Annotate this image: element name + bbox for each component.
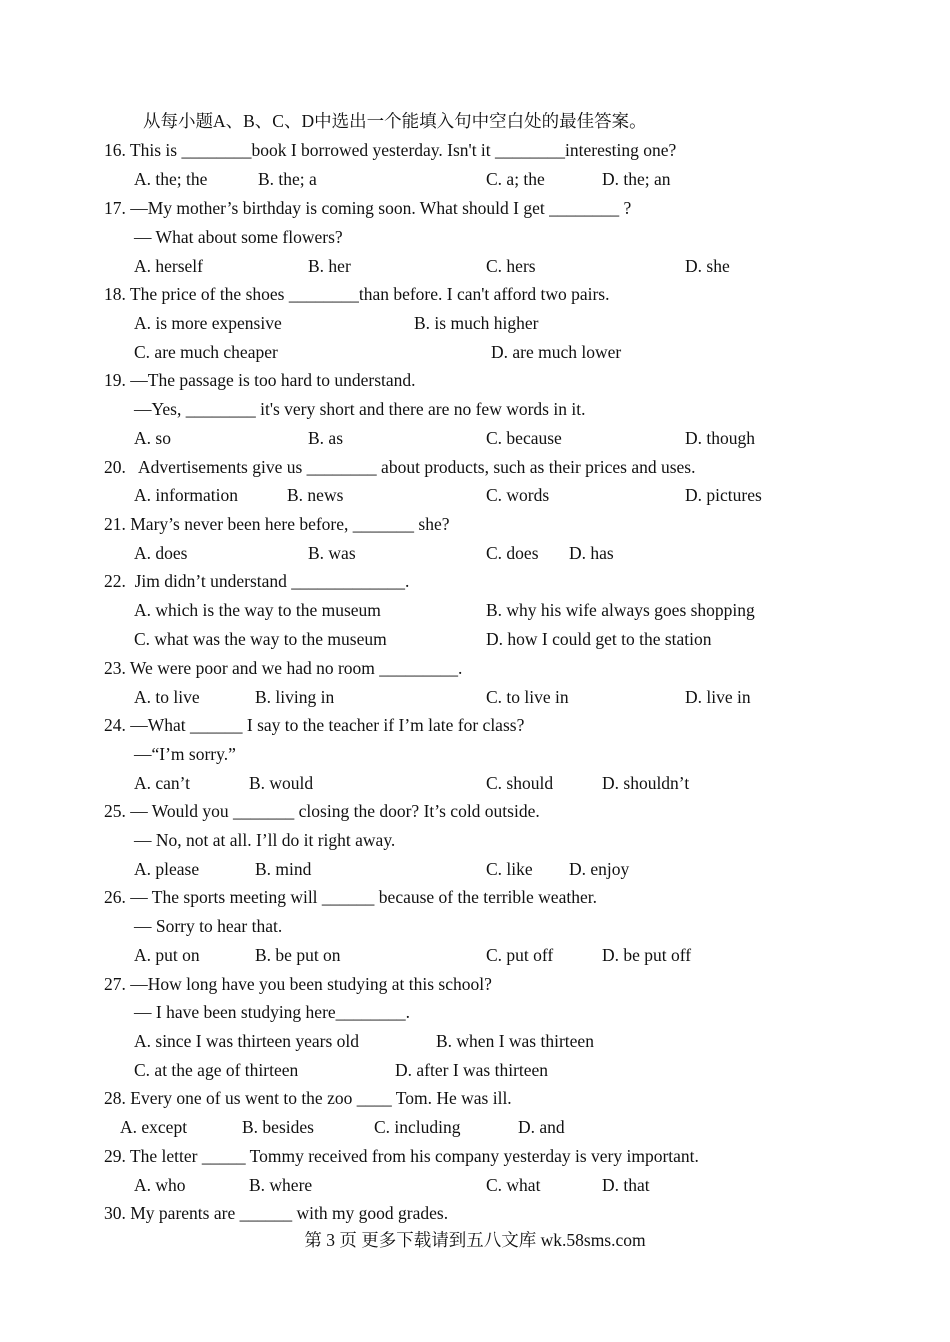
question-26-option-b: B. be put on: [255, 945, 341, 965]
question-19-option-c: C. because: [486, 428, 562, 448]
question-18-stem: 18. The price of the shoes ________than before. I can't afford two pairs.: [104, 284, 610, 304]
question-18-option-a: A. is more expensive: [134, 313, 282, 333]
question-28-option-a: A. except: [120, 1117, 188, 1137]
question-24-option-d: D. shouldn’t: [602, 773, 690, 793]
instruction-text: 从每小题A、B、C、D中选出一个能填入句中空白处的最佳答案。: [143, 111, 647, 131]
question-21-option-b: B. was: [308, 543, 356, 563]
question-29-option-a: A. who: [134, 1175, 186, 1195]
question-16-option-d: D. the; an: [602, 169, 671, 189]
question-26-option-a: A. put on: [134, 945, 200, 965]
question-24-option-c: C. should: [486, 773, 554, 793]
question-26-stem: 26. — The sports meeting will ______ because of the terrible weather.: [104, 887, 597, 907]
question-24-option-a: A. can’t: [134, 773, 191, 793]
question-27-option-b: B. when I was thirteen: [436, 1031, 594, 1051]
question-24-option-b: B. would: [249, 773, 314, 793]
question-25-option-c: C. like: [486, 859, 533, 879]
question-22-option-a: A. which is the way to the museum: [134, 600, 381, 620]
question-18-option-c: C. are much cheaper: [134, 342, 278, 362]
question-26-option-d: D. be put off: [602, 945, 692, 965]
question-29-option-d: D. that: [602, 1175, 650, 1195]
question-23-option-d: D. live in: [685, 687, 751, 707]
question-17-option-d: D. she: [685, 256, 730, 276]
question-17-dialogue: — What about some flowers?: [134, 227, 343, 247]
question-22-option-d: D. how I could get to the station: [486, 629, 712, 649]
question-21-option-a: A. does: [134, 543, 188, 563]
question-17-option-b: B. her: [308, 256, 351, 276]
question-16-option-b: B. the; a: [258, 169, 317, 189]
question-22-option-c: C. what was the way to the museum: [134, 629, 387, 649]
question-16-option-a: A. the; the: [134, 169, 208, 189]
question-27-option-a: A. since I was thirteen years old: [134, 1031, 359, 1051]
question-20-option-a: A. information: [134, 485, 239, 505]
question-16-stem: 16. This is ________book I borrowed yesterday. Isn't it ________interesting one?: [104, 140, 677, 160]
question-29-stem: 29. The letter _____ Tommy received from his company yesterday is very important.: [104, 1146, 699, 1166]
question-16-option-c: C. a; the: [486, 169, 545, 189]
question-19-option-b: B. as: [308, 428, 343, 448]
question-18-option-b: B. is much higher: [414, 313, 539, 333]
question-25-option-d: D. enjoy: [569, 859, 630, 879]
question-18-option-d: D. are much lower: [491, 342, 622, 362]
question-22-stem: 22. Jim didn’t understand _____________.: [104, 571, 410, 591]
question-27-dialogue: — I have been studying here________.: [134, 1002, 411, 1022]
question-24-stem: 24. —What ______ I say to the teacher if I’m late for class?: [104, 715, 525, 735]
question-21-option-c: C. does: [486, 543, 539, 563]
question-20-stem: 20. Advertisements give us ________ about products, such as their prices and uses.: [104, 457, 696, 477]
question-19-dialogue: —Yes, ________ it's very short and there are no few words in it.: [134, 399, 586, 419]
question-25-dialogue: — No, not at all. I’ll do it right away.: [134, 830, 396, 850]
question-23-option-b: B. living in: [255, 687, 335, 707]
question-22-option-b: B. why his wife always goes shopping: [486, 600, 755, 620]
question-23-stem: 23. We were poor and we had no room _________.: [104, 658, 463, 678]
question-28-stem: 28. Every one of us went to the zoo ____ Tom. He was ill.: [104, 1088, 512, 1108]
question-27-stem: 27. —How long have you been studying at this school?: [104, 974, 492, 994]
question-27-option-d: D. after I was thirteen: [395, 1060, 549, 1080]
question-23-option-a: A. to live: [134, 687, 200, 707]
question-25-stem: 25. — Would you _______ closing the door? It’s cold outside.: [104, 801, 540, 821]
question-25-option-b: B. mind: [255, 859, 312, 879]
question-21-stem: 21. Mary’s never been here before, _______ she?: [104, 514, 450, 534]
question-20-option-b: B. news: [287, 485, 344, 505]
question-28-option-d: D. and: [518, 1117, 565, 1137]
question-20-option-c: C. words: [486, 485, 550, 505]
question-19-option-a: A. so: [134, 428, 171, 448]
question-28-option-b: B. besides: [242, 1117, 314, 1137]
question-20-option-d: D. pictures: [685, 485, 762, 505]
question-28-option-c: C. including: [374, 1117, 461, 1137]
question-29-option-c: C. what: [486, 1175, 541, 1195]
question-30-stem: 30. My parents are ______ with my good grades.: [104, 1203, 449, 1223]
question-25-option-a: A. please: [134, 859, 200, 879]
question-19-stem: 19. —The passage is too hard to understand.: [104, 370, 416, 390]
question-17-option-c: C. hers: [486, 256, 536, 276]
question-26-option-c: C. put off: [486, 945, 554, 965]
question-26-dialogue: — Sorry to hear that.: [134, 916, 283, 936]
question-17-option-a: A. herself: [134, 256, 204, 276]
question-23-option-c: C. to live in: [486, 687, 569, 707]
question-29-option-b: B. where: [249, 1175, 313, 1195]
page-footer: 第 3 页 更多下载请到五八文库 wk.58sms.com: [304, 1230, 646, 1250]
question-21-option-d: D. has: [569, 543, 614, 563]
question-17-stem: 17. —My mother’s birthday is coming soon. What should I get ________ ?: [104, 198, 632, 218]
question-27-option-c: C. at the age of thirteen: [134, 1060, 299, 1080]
question-24-dialogue: —“I’m sorry.”: [134, 744, 236, 764]
question-19-option-d: D. though: [685, 428, 755, 448]
